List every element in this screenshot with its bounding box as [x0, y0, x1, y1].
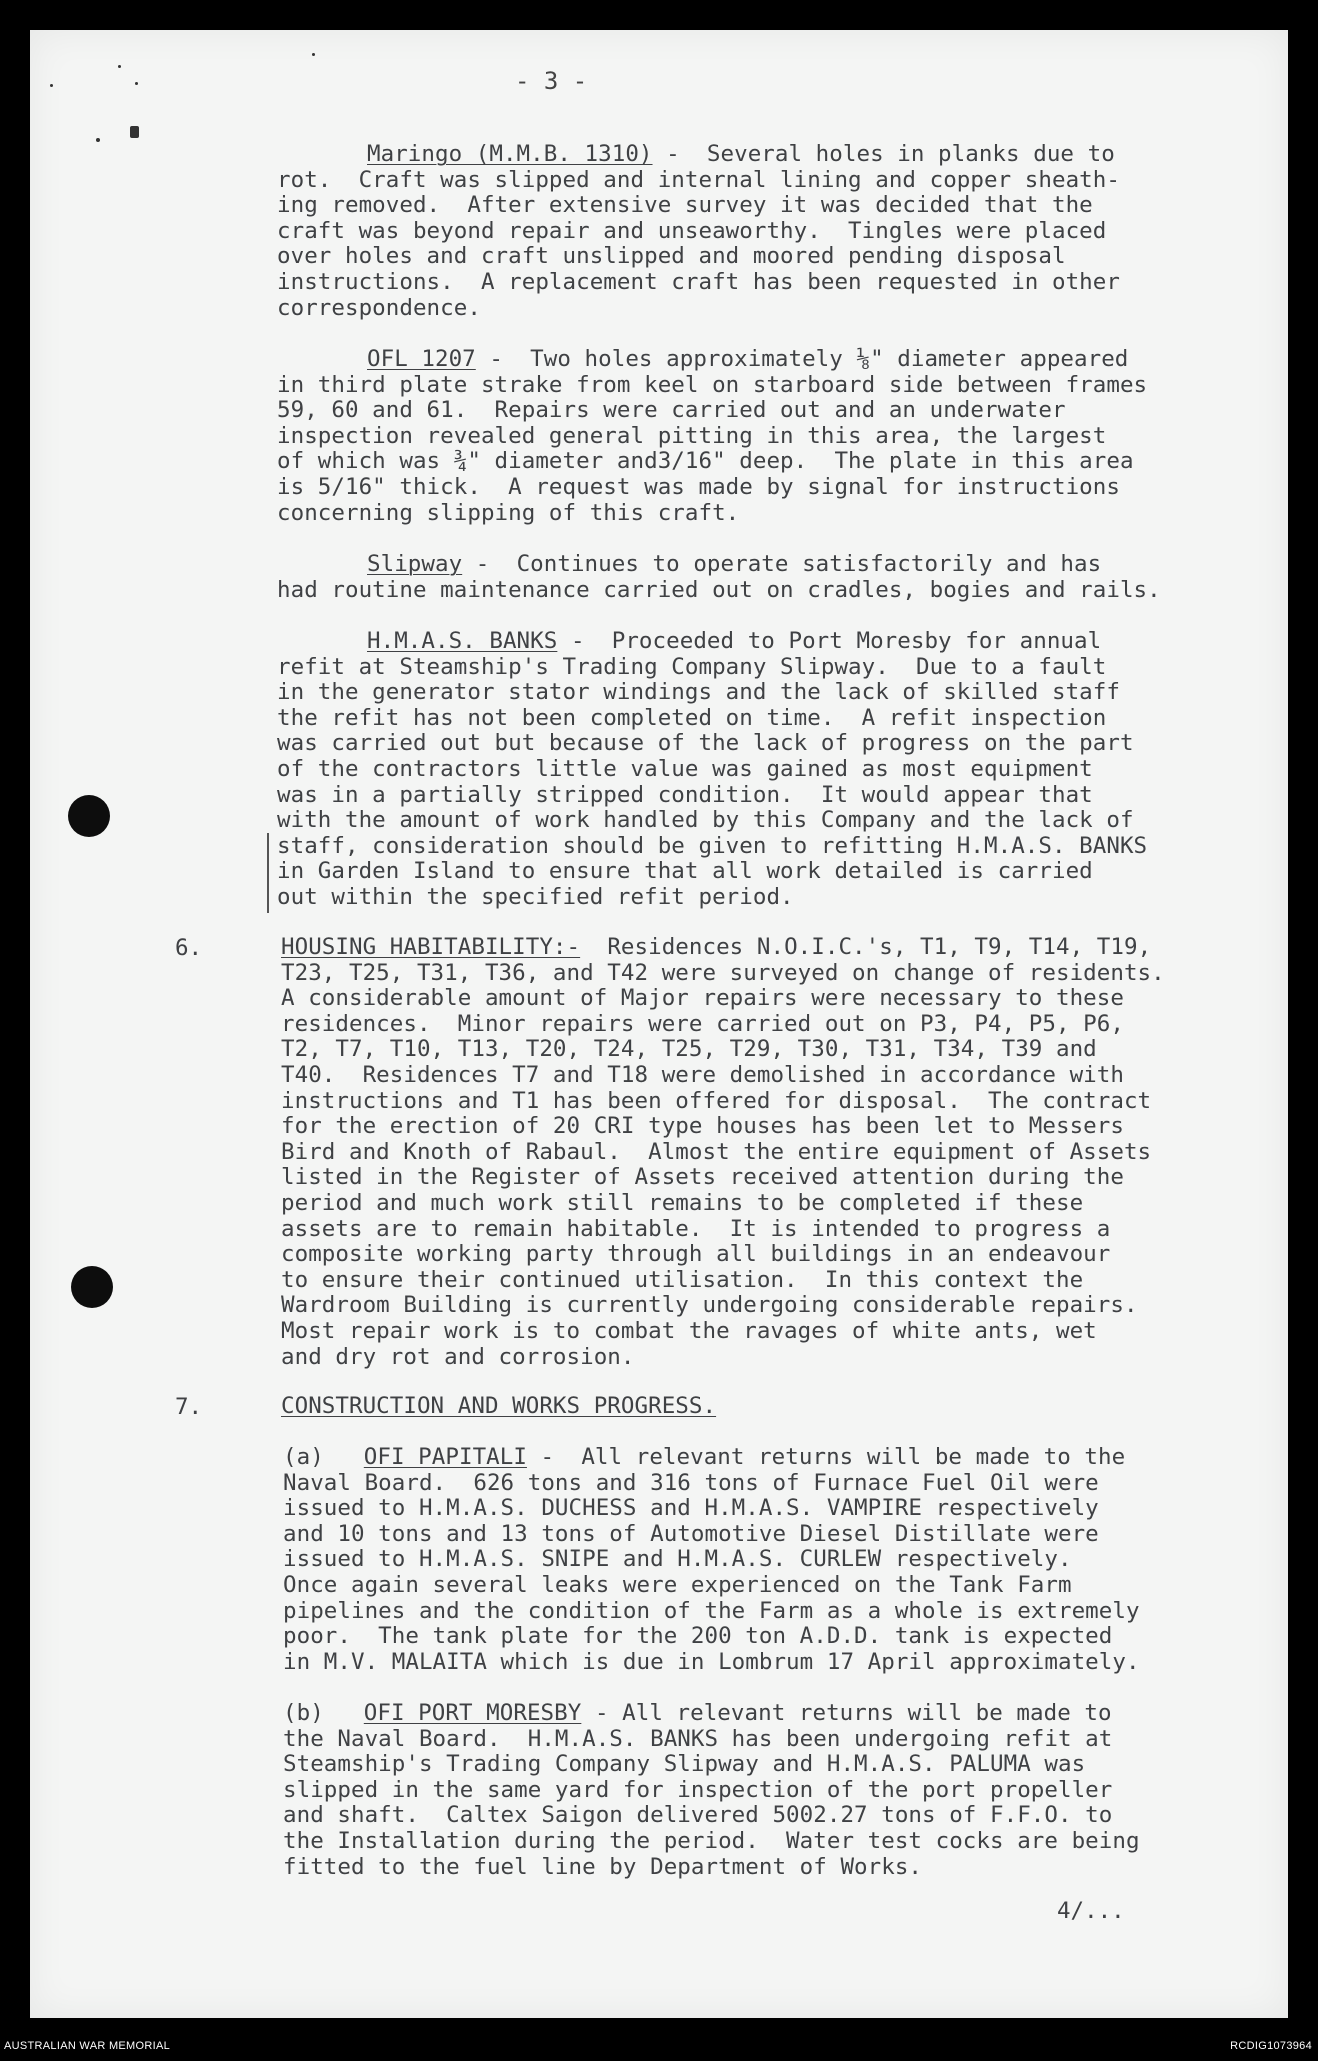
archive-id: RCDIG1073964 [1230, 2040, 1312, 2052]
continuation-marker: 4/... [1057, 1898, 1125, 1924]
maringo-body: rot. Craft was slipped and internal lining and copper sheath- ing removed. After extensive survey it was decided that the craft was beyond repair and unseaworthy. Tingles were placed over holes and craft unslipped and moored pending disposal instructions. A replacement craft has been requested in other correspondence. [277, 166, 1120, 321]
maringo-line1: - Several holes in planks due to [652, 141, 1115, 167]
maringo-title: Maringo (M.M.B. 1310) [367, 141, 653, 167]
banks-line1: - Proceeded to Port Moresby for annual [557, 628, 1102, 654]
margin-mark [267, 833, 269, 913]
papitali-title: OFI PAPITALI [363, 1444, 527, 1470]
punch-hole-lower [71, 1266, 113, 1308]
ofl1207-title: OFL 1207 [367, 346, 476, 372]
housing-title: HOUSING HABITABILITY:- [281, 934, 581, 960]
ofl1207-body: in third plate strake from keel on starboard side between frames 59, 60 and 61. Repairs were carried out and an underwater inspection revealed general pitting in this area, the largest of which was ¾" diameter and3/16" deep. The plate in this area is 5/16" thick. A request was made by signal for instructions concerning slipping of this craft. [277, 371, 1148, 526]
slipway-line1: - Continues to operate satisfactorily and has [462, 551, 1102, 577]
slipway-body: had routine maintenance carried out on cradles, bogies and rails. [277, 576, 1161, 603]
papitali-label: (a) [283, 1444, 324, 1470]
paper-speck [96, 138, 100, 142]
paper-speck [135, 82, 138, 85]
section-7-number: 7. [175, 1394, 203, 1420]
section-6-number: 6. [175, 935, 203, 961]
paper-speck [50, 84, 53, 87]
papitali-line1: - All relevant returns will be made to the [526, 1444, 1126, 1470]
construction-heading: CONSTRUCTION AND WORKS PROGRESS. [281, 1393, 717, 1419]
page-number: - 3 - [515, 67, 588, 95]
papitali-body: Naval Board. 626 tons and 316 tons of Furnace Fuel Oil were issued to H.M.A.S. DUCHESS and H.M.A.S. VAMPIRE respectively and 10 tons and 13 tons of Automotive Diesel Distillate were issued to H.M.A.S. SNIPE and H.M.A.S. CURLEW respectively. Once again several leaks were experienced on the Tank Farm pipelines and the condition of the Farm as a whole is extremely poor. The tank plate for the 200 ton A.D.D. tank is expected in M.V. MALAITA which is due in Lombrum 17 April approximately. [283, 1469, 1140, 1675]
slipway-title: Slipway [367, 551, 463, 577]
housing-body: T23, T25, T31, T36, and T42 were surveyed on change of residents. A considerable amount of Major repairs were necessary to these residences. Minor repairs were carried out on P3, P4, P5, P6, T2, T7, T10, T13, T20, T24, T25, T29, T30, T31, T34, T39 and T40. Residences T7 and T18 were demolished in accordance with instructions and T1 has been offered for disposal. The contract for the erection of 20 CRI type houses has been let to Messers Bird and Knoth of Rabaul. Almost the entire equipment of Assets listed in the Register of Assets received attention during the period and much work still remains to be completed if these assets are to remain habitable. It is intended to progress a composite working party through all buildings in an endeavour to ensure their continued utilisation. In this context the Wardroom Building is currently undergoing considerable repairs. Most repair work is to combat the ravages of white ants, wet and dry rot and corrosion. [281, 959, 1165, 1370]
punch-hole-upper [68, 795, 110, 837]
paper-mark [130, 126, 139, 138]
moresby-title: OFI PORT MORESBY [363, 1700, 582, 1726]
ofl1207-line1: - Two holes approximately ⅛" diameter appeared [475, 346, 1129, 372]
moresby-line1: - All relevant returns will be made to [581, 1700, 1112, 1726]
moresby-paragraph [283, 1701, 1140, 1880]
paper-speck [312, 53, 315, 56]
ofl1207-paragraph [277, 347, 1147, 526]
paper-speck [118, 65, 121, 68]
housing-paragraph [281, 935, 1165, 1370]
slipway-paragraph [277, 552, 1161, 603]
moresby-label: (b) [283, 1700, 324, 1726]
housing-line1: Residences N.O.I.C.'s, T1, T9, T14, T19, [580, 934, 1152, 960]
banks-title: H.M.A.S. BANKS [367, 628, 558, 654]
papitali-paragraph [283, 1445, 1140, 1675]
moresby-body: the Naval Board. H.M.A.S. BANKS has been undergoing refit at Steamship's Trading Company Slipway and H.M.A.S. PALUMA was slipped in the same yard for inspection of the port propeller and shaft. Caltex Saigon delivered 5002.27 tons of F.F.O. to the Installation during the period. Water test cocks are being fitted to the fuel line by Department of Works. [283, 1725, 1140, 1880]
archive-credit: AUSTRALIAN WAR MEMORIAL [4, 2040, 171, 2052]
banks-paragraph [277, 629, 1147, 911]
maringo-paragraph [277, 142, 1120, 321]
banks-body: refit at Steamship's Trading Company Slipway. Due to a fault in the generator stator windings and the lack of skilled staff the refit has not been completed on time. A refit inspection was carried out but because of the lack of progress on the part of the contractors little value was gained as most equipment was in a partially stripped condition. It would appear that with the amount of work handled by this Company and the lack of staff, consideration should be given to refitting H.M.A.S. BANKS in Garden Island to ensure that all work detailed is carried out within the specified refit period. [277, 653, 1148, 910]
